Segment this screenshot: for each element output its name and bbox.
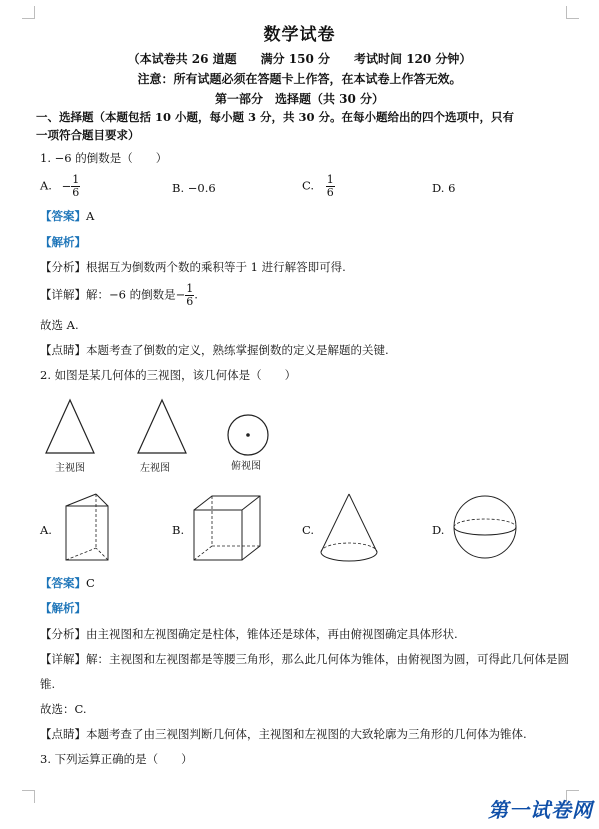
exam-info: （本试卷共 26 道题 满分 150 分 考试时间 120 分钟） [127, 52, 472, 66]
q1-option-c-label: C. [302, 178, 315, 193]
q2-fenxi-text: 由主视图和左视图确定是柱体，锥体还是球体，再由俯视图确定具体形状. [86, 627, 458, 641]
q1-analysis-tag: 【解析】 [40, 235, 86, 249]
q1-fenxi-tag: 【分析】 [40, 260, 86, 274]
page-title: 数学试卷 [263, 25, 336, 45]
sphere-figure [450, 492, 520, 562]
part-heading: 第一部分 选择题（共 30 分） [214, 92, 385, 106]
site-watermark-logo: 第一试卷网 [488, 798, 593, 822]
q1-option-a-fraction [71, 174, 80, 199]
q1-option-a-numerator: 1 [72, 173, 80, 186]
q2-xiangjie-tag: 【详解】 [40, 652, 86, 666]
q2-option-d-label: D. [432, 523, 445, 537]
q1-answer-value: A [86, 209, 95, 223]
q2-analysis-tag: 【解析】 [40, 601, 86, 615]
front-view-caption: 主视图 [55, 463, 85, 474]
section-heading-line-1: 一、选择题（本题包括 10 小题，每小题 3 分，共 30 分。在每小题给出的四个选项中，只有 [36, 110, 515, 124]
q1-dianjing-tag: 【点睛】 [40, 343, 86, 357]
q2-fenxi-line [40, 626, 458, 642]
q2-choose: 故选：C. [40, 702, 87, 716]
q1-option-a [40, 174, 80, 199]
q2-answer-value: C [86, 576, 95, 590]
q1-xiangjie-pre: 解：−6 的倒数是− [86, 287, 186, 302]
q1-answer-line [40, 208, 94, 224]
q1-xiangjie-numerator: 1 [186, 282, 194, 295]
q1-xiangjie-denominator: 6 [186, 295, 194, 308]
q1-choose: 故选 A. [40, 318, 79, 332]
left-view-caption: 左视图 [140, 463, 170, 474]
section-heading-line-2: 一项符合题目要求） [36, 128, 140, 142]
q1-xiangjie-line [40, 283, 198, 308]
q1-option-a-sign: − [61, 178, 72, 193]
front-view-triangle [46, 400, 94, 453]
q1-xiangjie-tag: 【详解】 [40, 287, 86, 302]
q2-dianjing-text: 本题考查了由三视图判断几何体，主视图和左视图的大致轮廓为三角形的几何体为锥体. [86, 727, 527, 741]
q1-option-d: D. 6 [432, 181, 456, 195]
prism-figure [58, 490, 130, 568]
top-view-caption: 俯视图 [231, 461, 261, 472]
top-view-center-dot [246, 433, 250, 437]
q1-xiangjie-post: . [194, 287, 198, 302]
q1-option-a-denominator: 6 [72, 186, 80, 199]
q1-option-c-numerator: 1 [326, 173, 334, 186]
q2-fenxi-tag: 【分析】 [40, 627, 86, 641]
q1-option-c-fraction [326, 174, 335, 199]
q2-answer-tag: 【答案】 [40, 576, 86, 590]
q1-stem: 1. −6 的倒数是（ ） [40, 151, 168, 165]
q1-fenxi-text: 根据互为倒数两个数的乘积等于 1 进行解答即可得. [86, 260, 346, 274]
q2-dianjing-tag: 【点睛】 [40, 727, 86, 741]
q1-option-a-label: A. [40, 178, 52, 193]
corner-mark-bottom-left [22, 790, 35, 803]
q1-option-c [302, 174, 335, 199]
q1-option-b: B. −0.6 [172, 181, 216, 195]
left-view-triangle [138, 400, 186, 453]
q2-dianjing-line [40, 726, 527, 742]
q2-answer-line [40, 575, 95, 591]
q1-xiangjie-fraction [185, 283, 194, 308]
cone-figure [316, 490, 382, 568]
q1-dianjing-text: 本题考查了倒数的定义，熟练掌握倒数的定义是解题的关键. [86, 343, 389, 357]
q2-stem: 2. 如图是某几何体的三视图，该几何体是（ ） [40, 368, 297, 382]
q1-answer-tag: 【答案】 [40, 209, 86, 223]
q2-xiangjie-line-1 [40, 651, 569, 667]
q1-fenxi-line [40, 259, 346, 275]
exam-notice: 注意：所有试题必须在答题卡上作答，在本试卷上作答无效。 [137, 72, 462, 86]
q2-option-c-label: C. [302, 523, 315, 537]
corner-mark-top-right [566, 6, 579, 19]
q2-xiangjie-text-1: 解：主视图和左视图都是等腰三角形，那么此几何体为锥体，由俯视图为圆，可得此几何体是圆 [86, 652, 569, 666]
q2-option-a-label: A. [40, 523, 52, 537]
q3-stem: 3. 下列运算正确的是（ ） [40, 752, 193, 766]
q2-option-b-label: B. [172, 523, 185, 537]
q1-dianjing-line [40, 342, 389, 358]
q1-option-c-denominator: 6 [326, 186, 334, 199]
cube-figure [190, 492, 266, 566]
q2-xiangjie-line-2: 锥. [40, 677, 56, 691]
corner-mark-top-left [22, 6, 35, 19]
